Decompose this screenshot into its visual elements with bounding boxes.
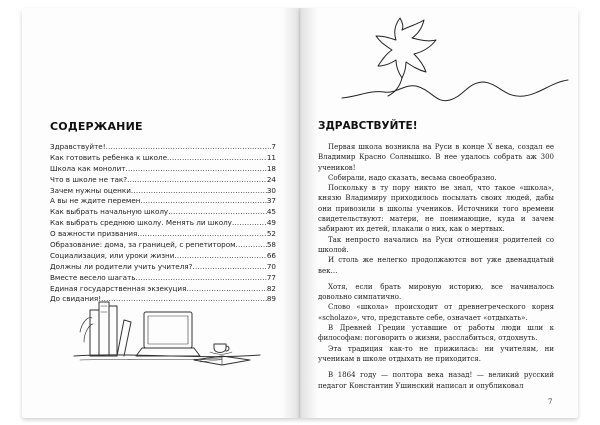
toc-item-title: Зачем нужны оценки — [50, 185, 131, 195]
toc-item[interactable] — [50, 196, 276, 207]
toc-item-page: 7 — [271, 142, 276, 151]
toc-item[interactable] — [50, 229, 276, 240]
maple-leaf-line-art — [340, 12, 570, 112]
paragraph: Эта традиция как-то не прижилась: ни учителям, ни ученикам в школе отдыхать не приходится. — [318, 344, 554, 363]
toc-heading: СОДЕРЖАНИЕ — [50, 120, 143, 133]
toc-item-page: 49 — [266, 218, 276, 228]
toc-item-page: 66 — [266, 250, 276, 260]
toc-item-title: Должны ли родители учить учителя? — [50, 261, 193, 271]
toc-item-page: 52 — [266, 229, 276, 239]
page-number: 7 — [548, 398, 553, 406]
toc-item-title: Социализация, или уроки жизни — [50, 250, 175, 260]
toc-item-title: Как выбрать начальную школу — [50, 207, 169, 217]
toc-leader-dots — [192, 262, 266, 271]
toc-item-page: 24 — [266, 174, 276, 184]
paragraph: Слово «школа» происходит от древнегреческого корня «scholazo», что, представьте себе, означает «отдыхать». — [318, 303, 554, 322]
toc-item-title: Единая государственная экзекуция — [50, 283, 187, 293]
toc-leader-dots — [127, 175, 267, 184]
toc-item-title: Школа как монолит — [50, 163, 126, 173]
toc-item-page: 18 — [266, 163, 276, 173]
toc-item-page: 45 — [266, 207, 276, 217]
toc-item[interactable] — [50, 142, 276, 153]
toc-item-page: 11 — [266, 152, 276, 162]
toc-item-title: До свидания! — [50, 294, 102, 304]
toc-item[interactable] — [50, 218, 276, 229]
paragraph: В Древней Греции уставшие от работы люди шли к философам: поговорить о жизни, расслабиться, отдохнуть. — [318, 324, 554, 343]
toc-leader-dots — [236, 240, 267, 249]
toc-item[interactable] — [50, 251, 276, 262]
toc-item-title: Как готовить ребенка к школе — [50, 152, 168, 162]
toc-leader-dots — [140, 196, 266, 205]
toc-leader-dots — [131, 186, 267, 195]
toc-item-page: 37 — [266, 196, 276, 206]
paragraph: В 1864 году — полтора века назад! — великий русский педагог Константин Ушинский написал и опубликовал — [318, 371, 554, 390]
toc-leader-dots — [106, 142, 272, 151]
toc-leader-dots — [137, 229, 267, 238]
toc-item-title: А вы не ждите перемен — [50, 196, 141, 206]
toc-item-title: О важности призвания — [50, 229, 138, 239]
paragraph: Так непросто начались на Руси отношения родителей со школой. — [318, 235, 554, 254]
toc-item[interactable] — [50, 175, 276, 186]
desk-illustration — [72, 272, 262, 372]
toc-item[interactable] — [50, 153, 276, 164]
paragraph: Хотя, если брать мировую историю, все начиналось довольно симпатично. — [318, 282, 554, 302]
toc-item-page: 30 — [266, 185, 276, 195]
paragraph: Собирали, надо сказать, весьма своеобразно. — [328, 173, 497, 182]
toc-item[interactable] — [50, 207, 276, 218]
toc-item-title: Здравствуйте! — [50, 142, 106, 151]
toc-leader-dots — [174, 251, 266, 260]
toc-leader-dots — [125, 164, 266, 173]
toc-item-title: Образование: дома, за границей, с репетитором — [50, 240, 236, 250]
toc-item-page: 82 — [266, 283, 276, 293]
toc-item-title: Вместе весело шагать — [50, 272, 136, 282]
paragraph: Поскольку в ту пору никто не знал, что такое «школа», князю Владимиру приходилось посылать своих людей, дабы они привозили в школы учеников. Источники того времени свидетельствуют: матери, не понимающие, куда и зачем забирают их детей, плакали о них, как о мертвых. — [318, 184, 554, 234]
chapter-heading: ЗДРАВСТВУЙТЕ! — [318, 120, 418, 132]
paragraph: Первая школа возникла на Руси в конце X века, создал ее Владимир Красно Солнышко. В нее удалось собрать аж 300 учеников! — [318, 143, 554, 172]
toc-item-title: Как выбрать среднюю школу. Менять ли школу — [50, 218, 232, 228]
toc-item[interactable] — [50, 240, 276, 251]
toc-item-page: 70 — [266, 261, 276, 271]
toc-item-page: 77 — [266, 272, 276, 282]
toc-item-page: 89 — [266, 294, 276, 304]
chapter-text — [318, 142, 554, 391]
toc-item[interactable] — [50, 164, 276, 175]
paragraph: И столь же нелегко продолжаются вот уже двенадцатый век… — [318, 256, 554, 275]
toc-item-page: 58 — [266, 240, 276, 250]
toc-leader-dots — [167, 153, 267, 162]
toc-item[interactable] — [50, 186, 276, 197]
toc-item-title: Что в школе не так? — [50, 174, 128, 184]
toc-leader-dots — [168, 207, 267, 216]
toc-leader-dots — [232, 218, 267, 227]
